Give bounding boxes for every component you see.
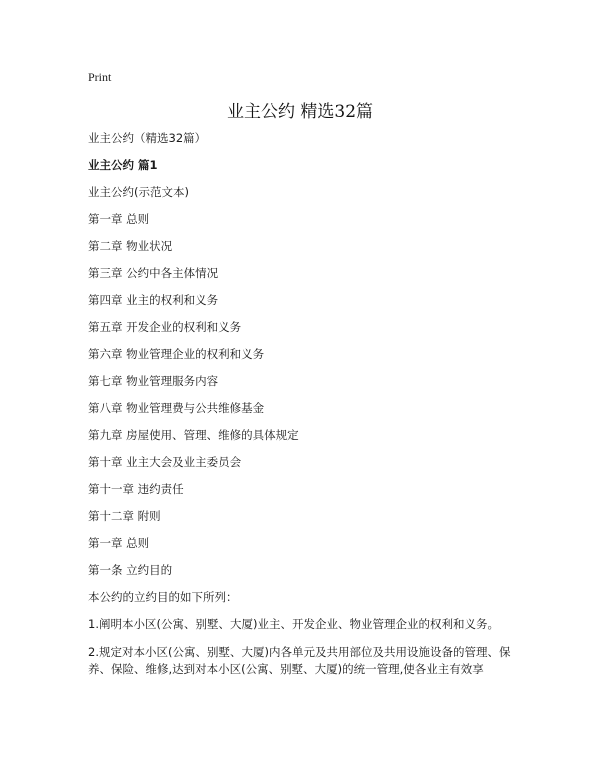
chapter-line: 第十一章 违约责任: [88, 482, 184, 496]
text-line: 业主公约(示范文本): [88, 185, 189, 199]
chapter-line: 第八章 物业管理费与公共维修基金: [88, 401, 265, 415]
chapter-line: 第六章 物业管理企业的权利和义务: [88, 347, 265, 361]
chapter-line: 第一章 总则: [88, 536, 150, 550]
chapter-line: 第十二章 附则: [88, 509, 161, 523]
print-label: Print: [88, 70, 112, 84]
chapter-line: 第二章 物业状况: [88, 239, 173, 253]
document-body: [88, 131, 518, 690]
document-title: 业主公约 精选32篇: [226, 102, 374, 122]
text-line: 1.阐明本小区(公寓、别墅、大厦)业主、开发企业、物业管理企业的权利和义务。: [88, 617, 499, 631]
text-line: 本公约的立约目的如下所列：: [88, 590, 238, 604]
chapter-line: 第十章 业主大会及业主委员会: [88, 455, 242, 469]
chapter-line: 第三章 公约中各主体情况: [88, 266, 219, 280]
paragraph: 2.规定对本小区(公寓、别墅、大厦)内各单元及共用部位及共用设施设备的管理、保养、保险、维修,达到对本小区(公寓、别墅、大厦)的统一管理,使各业主有效享: [88, 645, 511, 676]
chapter-line: 第一章 总则: [88, 212, 150, 226]
chapter-line: 第四章 业主的权利和义务: [88, 293, 219, 307]
section-heading: 业主公约 篇1: [88, 158, 158, 172]
chapter-line: 第九章 房屋使用、管理、维修的具体规定: [88, 428, 299, 442]
chapter-line: 第五章 开发企业的权利和义务: [88, 320, 242, 334]
chapter-line: 第七章 物业管理服务内容: [88, 374, 219, 388]
subtitle-line: 业主公约（精选32篇）: [88, 131, 207, 145]
article-line: 第一条 立约目的: [88, 563, 173, 577]
